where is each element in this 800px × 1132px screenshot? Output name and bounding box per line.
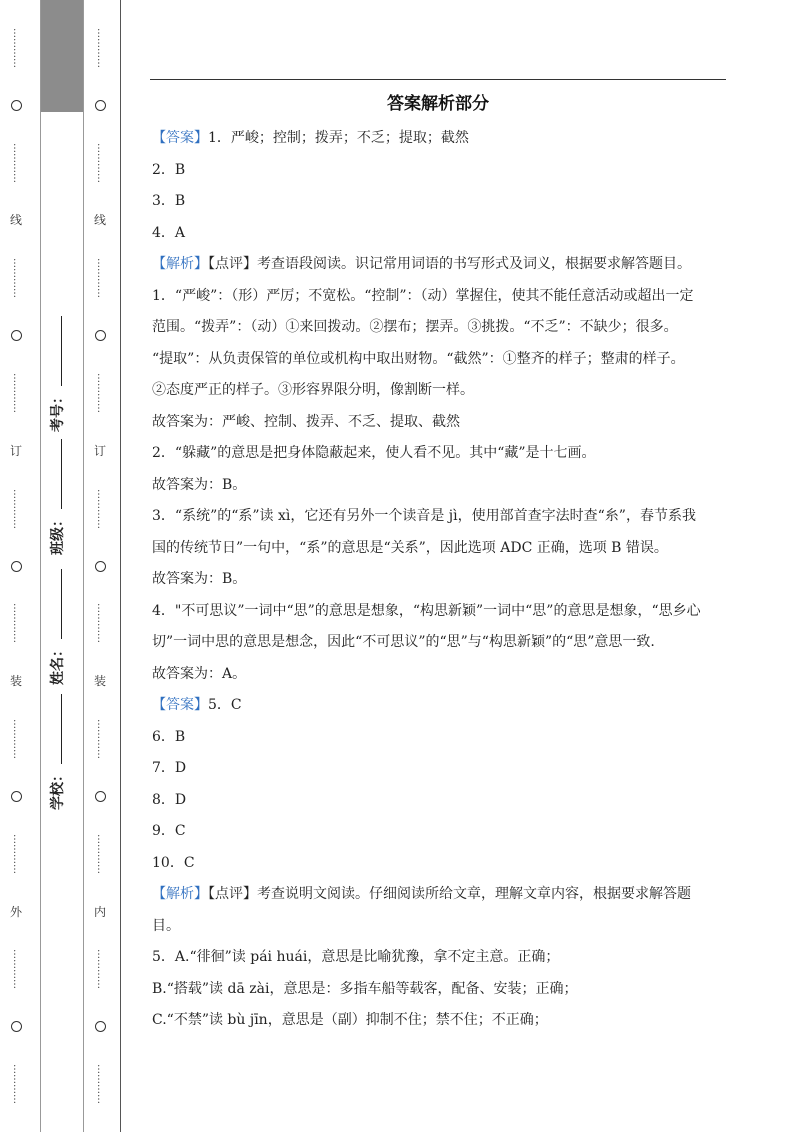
binding-field-blank: [51, 569, 62, 639]
line-text: 2．B: [152, 161, 186, 178]
answer-body: [152, 128, 722, 1042]
line-text: 目。: [152, 917, 180, 934]
binding-rail-outer: [5, 0, 27, 1132]
section-tag: 【解析】: [152, 256, 208, 272]
outer-rail-mark: 外: [9, 904, 22, 919]
inner-rail-circle: [95, 561, 106, 572]
line-text: 3．“系统”的“系”读 xì，它还有另外一个读音是 jì，使用部首查字法时查“糸”，春节系我: [152, 508, 696, 524]
binding-field-label: 考号：: [50, 390, 66, 432]
line-text: 故答案为：A。: [152, 665, 247, 682]
binding-band: [40, 0, 84, 1132]
binding-field-blank: [51, 694, 62, 764]
inner-rail-circle: [95, 1021, 106, 1032]
inner-rail-dots: …………: [95, 603, 106, 644]
outer-rail-mark: 装: [9, 674, 22, 689]
line-text: 5．A.“徘徊”读 pái huái，意思是比喻犹豫，拿不定主意。正确；: [152, 949, 560, 965]
inner-rail-dots: …………: [95, 833, 106, 874]
outer-rail-dots: …………: [11, 258, 22, 299]
inner-rail-circle: [95, 791, 106, 802]
text-line: [152, 1010, 722, 1042]
text-line: [152, 506, 722, 538]
line-text: 1．“严峻”：（形）严厉；不宽松。“控制”：（动）掌握住，使其不能任意活动或超出一定: [152, 287, 694, 304]
text-line: [152, 695, 722, 727]
line-text: 【点评】考查语段阅读。识记常用词语的书写形式及词义，根据要求解答题目。: [208, 256, 691, 272]
line-text: 4．"不可思议”一词中“思”的意思是想象，“构思新颖”一词中“思”的意思是想象，“思乡心: [152, 602, 701, 619]
inner-rail-dots: …………: [95, 372, 106, 413]
section-tag: 【解析】: [152, 886, 208, 902]
inner-rail-mark: 内: [93, 904, 106, 919]
text-line: [152, 790, 722, 822]
section-tag: 【答案】: [152, 130, 208, 146]
text-line: [152, 286, 722, 318]
line-text: 2．“躲藏”的意思是把身体隐蔽起来，使人看不见。其中“藏”是十七画。: [152, 445, 596, 461]
outer-rail-circle: [11, 561, 22, 572]
line-text: 故答案为：B。: [152, 571, 247, 587]
text-line: [152, 821, 722, 853]
binding-field: [47, 316, 67, 432]
outer-rail-dots: …………: [11, 603, 22, 644]
inner-rail-dots: …………: [95, 258, 106, 299]
text-line: [152, 317, 722, 349]
page-title: 答案解析部分: [387, 94, 489, 114]
binding-field-blank: [51, 316, 62, 386]
binding-field: [47, 694, 67, 810]
outer-rail-dots: …………: [11, 27, 22, 68]
binding-field-blank: [51, 439, 62, 509]
outer-rail-circle: [11, 100, 22, 111]
line-text: 7．D: [152, 760, 187, 776]
text-line: [152, 758, 722, 790]
binding-field-label: 姓名：: [50, 643, 66, 685]
outer-rail-circle: [11, 1021, 22, 1032]
section-tag: 【答案】: [152, 697, 208, 713]
inner-rail-dots: …………: [95, 27, 106, 68]
outer-rail-mark: 线: [9, 213, 22, 228]
line-text: 8．D: [152, 791, 187, 808]
line-text: 切”一词中思的意思是想念，因此“不可思议”的“思”与“构思新颖”的“思”意思一致.: [152, 634, 655, 650]
inner-rail-dots: …………: [95, 142, 106, 183]
text-line: [152, 254, 722, 286]
line-text: C.“不禁”读 bù jīn，意思是（副）抑制不住；禁不住；不正确；: [152, 1012, 548, 1028]
line-text: B.“搭载”读 dā zài，意思是：多指车船等载客，配备、安装；正确；: [152, 980, 578, 997]
line-text: 范围。“拨弄”：（动）①来回拨动。②摆布；摆弄。③挑拨。“不乏”：不缺少；很多。: [152, 319, 678, 335]
text-line: [152, 412, 722, 444]
inner-rail-circle: [95, 100, 106, 111]
outer-rail-dots: …………: [11, 1064, 22, 1105]
outer-rail-dots: …………: [11, 142, 22, 183]
outer-rail-circle: [11, 791, 22, 802]
text-line: [152, 538, 722, 570]
outer-rail-dots: …………: [11, 833, 22, 874]
inner-rail-circle: [95, 330, 106, 341]
text-line: [152, 727, 722, 759]
line-text: 故答案为：严峻、控制、拨弄、不乏、提取、截然: [152, 413, 460, 430]
line-text: “提取”：从负责保管的单位或机构中取出财物。“截然”：①整齐的样子；整肃的样子。: [152, 350, 685, 367]
outer-rail-dots: …………: [11, 488, 22, 529]
text-line: [152, 569, 722, 601]
line-text: ②态度严正的样子。③形容界限分明，像割断一样。: [152, 382, 474, 398]
text-line: [152, 916, 722, 948]
outer-rail-dots: …………: [11, 372, 22, 413]
line-text: 国的传统节日”一句中，“系”的意思是“关系”，因此选项 ADC 正确，选项 B 错误。: [152, 539, 668, 556]
text-line: [152, 884, 722, 916]
line-text: 故答案为：B。: [152, 476, 247, 493]
text-line: [152, 349, 722, 381]
inner-rail-dots: …………: [95, 949, 106, 990]
outer-rail-mark: 订: [9, 443, 22, 458]
text-line: [152, 853, 722, 885]
text-line: [152, 380, 722, 412]
binding-field-label: 学校：: [50, 768, 66, 810]
line-text: 4．A: [152, 224, 186, 241]
header-rule: [150, 79, 726, 80]
text-line: [152, 223, 722, 255]
text-line: [152, 191, 722, 223]
inner-rail-dots: …………: [95, 719, 106, 760]
line-text: 9．C: [152, 823, 186, 839]
text-line: [152, 947, 722, 979]
inner-rail-dots: …………: [95, 1064, 106, 1105]
binding-band-shade: [41, 0, 83, 112]
line-text: 1．严峻；控制；拨弄；不乏；提取；截然: [208, 130, 469, 146]
line-text: 5．C: [208, 697, 242, 713]
binding-field: [47, 569, 67, 685]
line-text: 10．C: [152, 854, 195, 871]
text-line: [152, 632, 722, 664]
binding-field-label: 班级：: [50, 513, 66, 555]
text-line: [152, 664, 722, 696]
text-line: [152, 128, 722, 160]
inner-rail-mark: 线: [93, 213, 106, 228]
text-line: [152, 979, 722, 1011]
binding-divider: [120, 0, 121, 1132]
text-line: [152, 443, 722, 475]
line-text: 6．B: [152, 728, 186, 745]
line-text: 3．B: [152, 193, 186, 209]
binding-rail-inner: [89, 0, 111, 1132]
binding-field: [47, 439, 67, 555]
text-line: [152, 160, 722, 192]
inner-rail-mark: 装: [93, 674, 106, 689]
inner-rail-mark: 订: [93, 443, 106, 458]
text-line: [152, 475, 722, 507]
outer-rail-dots: …………: [11, 719, 22, 760]
outer-rail-circle: [11, 330, 22, 341]
outer-rail-dots: …………: [11, 949, 22, 990]
inner-rail-dots: …………: [95, 488, 106, 529]
line-text: 【点评】考查说明文阅读。仔细阅读所给文章，理解文章内容，根据要求解答题: [208, 886, 691, 902]
text-line: [152, 601, 722, 633]
